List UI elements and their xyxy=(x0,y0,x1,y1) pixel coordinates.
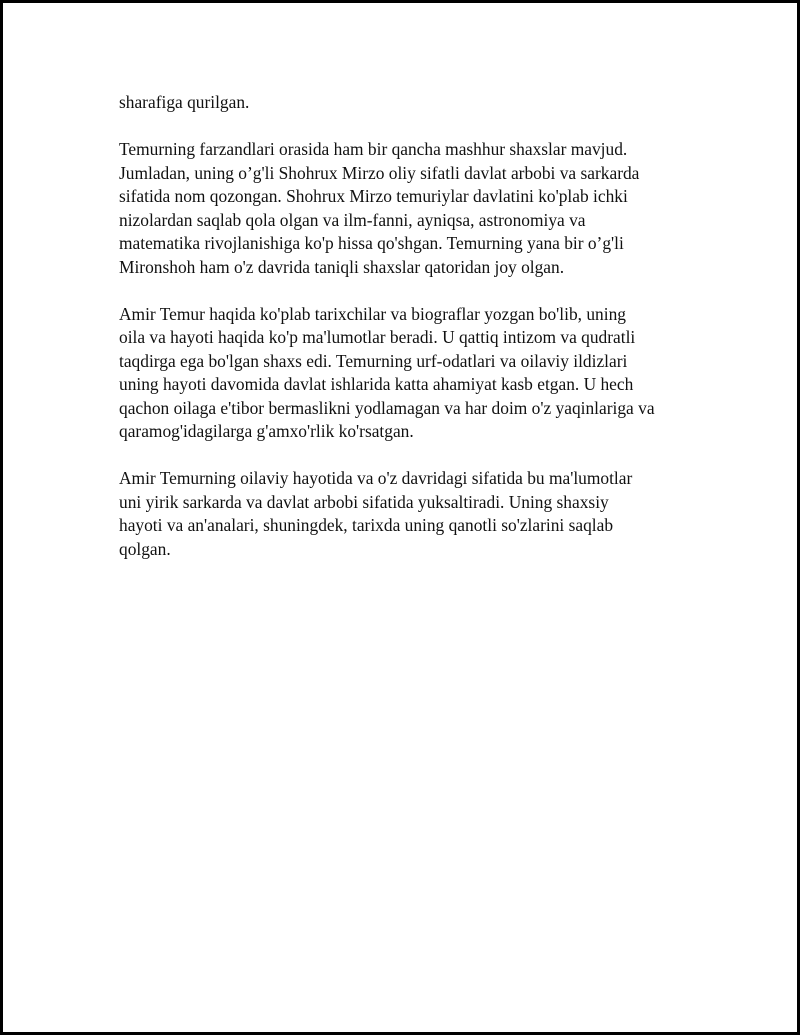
text-line: qachon oilaga e'tibor bermaslikni yodlamagan va har doim o'z yaqinlariga va xyxy=(119,397,655,418)
document-body xyxy=(119,91,699,585)
text-line: oila va hayoti haqida ko'p ma'lumotlar beradi. U qattiq intizom va qudratli xyxy=(119,327,636,347)
text-line: uni yirik sarkarda va davlat arbobi sifatida yuksaltiradi. Uning shaxsiy xyxy=(119,491,609,512)
text-line: matematika rivojlanishiga ko'p hissa qo'shgan. Temurning yana bir o’g'li xyxy=(119,233,624,253)
text-line: qolgan. xyxy=(119,538,171,559)
text-line: hayoti va an'analari, shuningdek, tarixda uning qanotli so'zlarini saqlab xyxy=(119,515,614,535)
text-line: Amir Temur haqida ko'plab tarixchilar va biograflar yozgan bo'lib, uning xyxy=(119,303,626,324)
text-line: uning hayoti davomida davlat ishlarida katta ahamiyat kasb etgan. U hech xyxy=(119,374,634,394)
paragraph-2 xyxy=(119,138,699,279)
text-line: nizolardan saqlab qola olgan va ilm-fanni, ayniqsa, astronomiya va xyxy=(119,209,586,230)
text-line: sharafiga qurilgan. xyxy=(119,92,250,112)
text-line: qaramog'idagilarga g'amxo'rlik ko'rsatgan. xyxy=(119,421,414,441)
text-line: Mironshoh ham o'z davrida taniqli shaxslar qatoridan joy olgan. xyxy=(119,256,565,277)
text-line: Temurning farzandlari orasida ham bir qancha mashhur shaxslar mavjud. xyxy=(119,139,628,159)
text-line: Amir Temurning oilaviy hayotida va o'z davridagi sifatida bu ma'lumotlar xyxy=(119,468,633,488)
paragraph-1 xyxy=(119,91,699,115)
text-line: taqdirga ega bo'lgan shaxs edi. Temurning urf-odatlari va oilaviy ildizlari xyxy=(119,350,628,371)
text-line: Jumladan, uning o’g'li Shohrux Mirzo oliy sifatli davlat arbobi va sarkarda xyxy=(119,162,640,183)
paragraph-3 xyxy=(119,303,699,444)
text-line: sifatida nom qozongan. Shohrux Mirzo temuriylar davlatini ko'plab ichki xyxy=(119,186,628,206)
paragraph-4 xyxy=(119,467,699,561)
